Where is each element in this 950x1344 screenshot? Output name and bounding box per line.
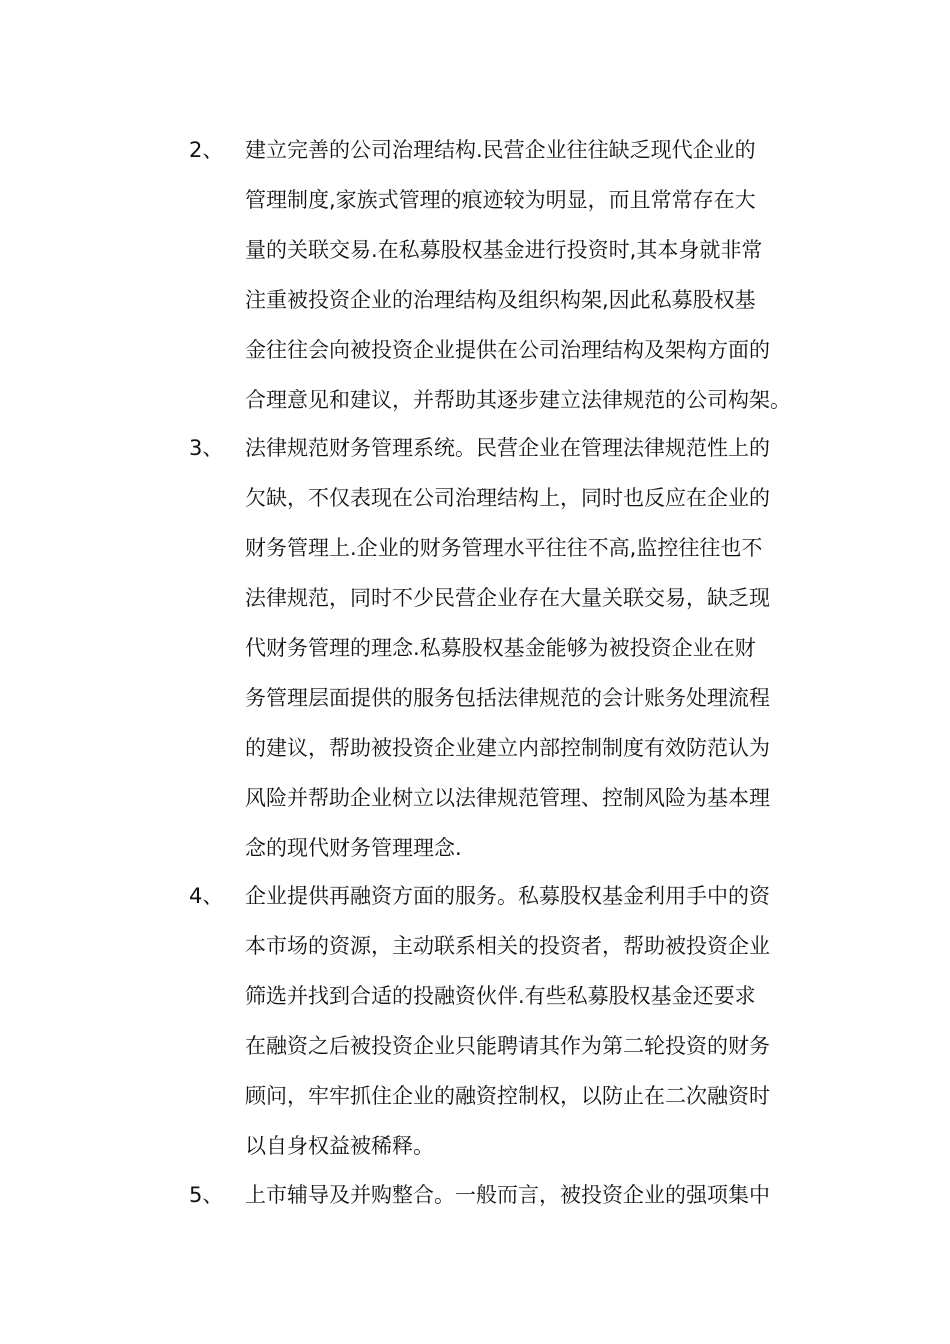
text-line: 合理意见和建议，并帮助其逐步建立法律规范的公司构架。 (245, 388, 791, 412)
text-line: 管理制度,家族式管理的痕迹较为明显，而且常常存在大 (245, 188, 756, 212)
text-line: 代财务管理的理念.私募股权基金能够为被投资企业在财 (245, 636, 756, 660)
text-line: 建立完善的公司治理结构.民营企业往往缺乏现代企业的 (245, 138, 756, 162)
text-line: 念的现代财务管理理念. (245, 836, 462, 860)
text-line: 筛选并找到合适的投融资伙伴.有些私募股权基金还要求 (245, 984, 756, 1008)
text-line: 本市场的资源，主动联系相关的投资者，帮助被投资企业 (245, 934, 770, 958)
item-number: 2、 (189, 138, 224, 162)
text-line: 法律规范，同时不少民营企业存在大量关联交易，缺乏现 (245, 586, 770, 610)
item-number: 3、 (189, 436, 224, 460)
text-line: 上市辅导及并购整合。一般而言，被投资企业的强项集中 (245, 1183, 770, 1207)
text-line: 欠缺，不仅表现在公司治理结构上，同时也反应在企业的 (245, 486, 770, 510)
text-line: 风险并帮助企业树立以法律规范管理、控制风险为基本理 (245, 786, 770, 810)
text-line: 以自身权益被稀释。 (245, 1134, 434, 1158)
text-line: 顾问，牢牢抓住企业的融资控制权，以防止在二次融资时 (245, 1084, 770, 1108)
text-line: 企业提供再融资方面的服务。私募股权基金利用手中的资 (245, 884, 770, 908)
text-line: 法律规范财务管理系统。民营企业在管理法律规范性上的 (245, 436, 770, 460)
text-line: 在融资之后被投资企业只能聘请其作为第二轮投资的财务 (245, 1034, 770, 1058)
item-number: 5、 (189, 1183, 224, 1207)
text-line: 注重被投资企业的治理结构及组织构架,因此私募股权基 (245, 288, 756, 312)
text-line: 的建议，帮助被投资企业建立内部控制制度有效防范认为 (245, 736, 770, 760)
item-number: 4、 (189, 884, 224, 908)
text-line: 量的关联交易.在私募股权基金进行投资时,其本身就非常 (245, 238, 763, 262)
text-line: 务管理层面提供的服务包括法律规范的会计账务处理流程 (245, 686, 770, 710)
text-line: 财务管理上.企业的财务管理水平往往不高,监控往往也不 (245, 536, 763, 560)
text-line: 金往往会向被投资企业提供在公司治理结构及架构方面的 (245, 338, 770, 362)
